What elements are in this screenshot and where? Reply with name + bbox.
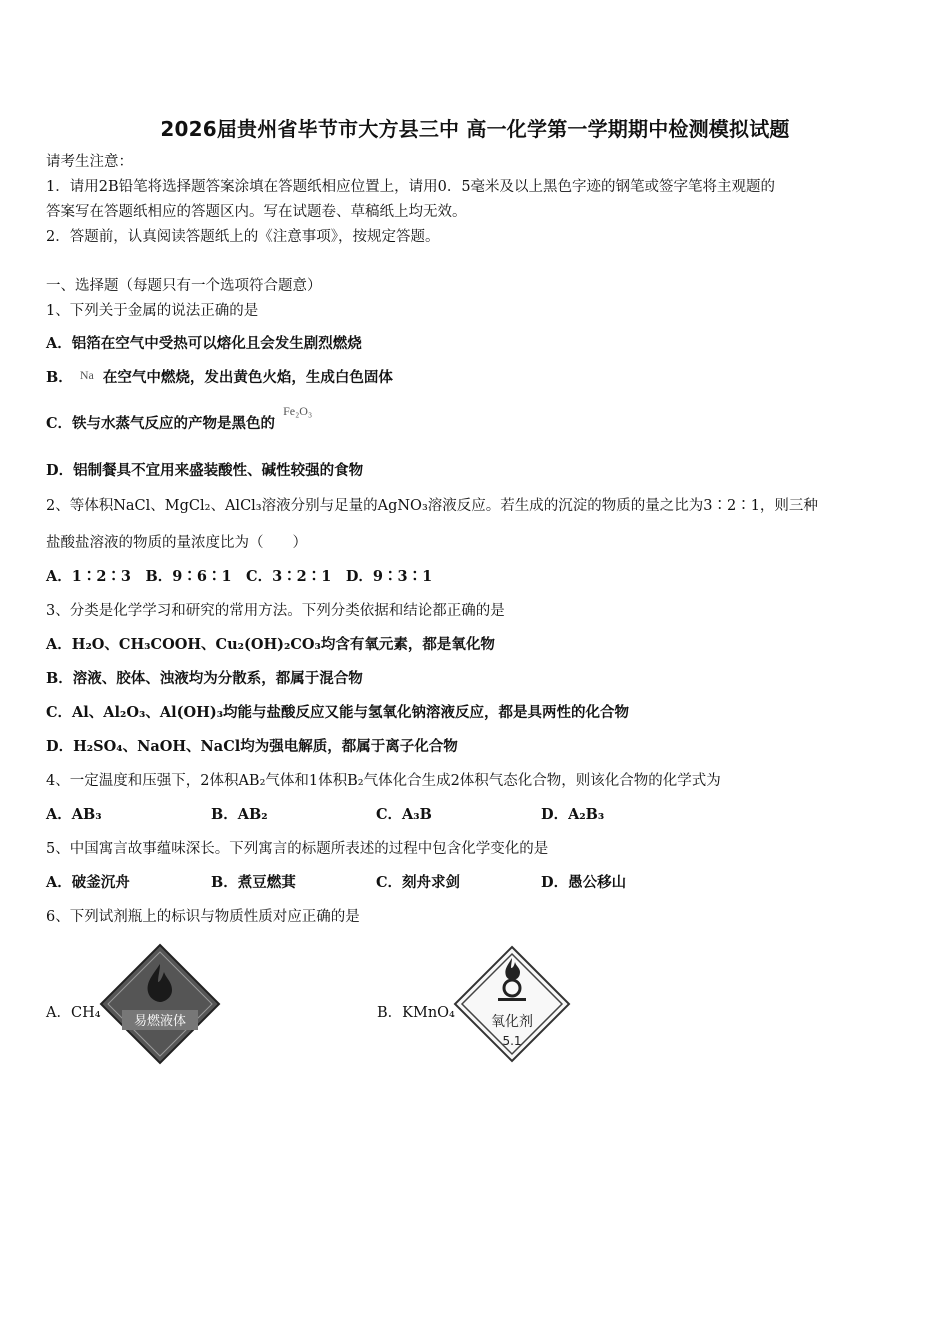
notice-line-2: 答案写在答题纸相应的答题区内。写在试题卷、草稿纸上均无效。 xyxy=(46,204,467,220)
q4-option-a: A．AB₃ xyxy=(46,806,102,823)
notice-heading: 请考生注意： xyxy=(46,154,133,170)
q3-option-c: C．Al、Al₂O₃、Al(OH)₃均能与盐酸反应又能与氢氧化钠溶液反应，都是具两性的化合物 xyxy=(46,704,630,721)
hazard-class-number: 5.1 xyxy=(502,1034,522,1048)
q3-option-b: B．溶液、胶体、浊液均为分散系，都属于混合物 xyxy=(46,670,363,687)
q6-option-a-label: A．CH₄ xyxy=(46,1005,101,1021)
q4-stem: 4、一定温度和压强下，2体积AB₂气体和1体积B₂气体化合生成2体积气态化合物，则该化合物的化学式为 xyxy=(46,773,721,789)
oxidizer-label: 氧化剂 xyxy=(491,1014,533,1030)
section-heading: 一、选择题（每题只有一个选项符合题意） xyxy=(46,278,322,294)
q6-stem: 6、下列试剂瓶上的标识与物质性质对应正确的是 xyxy=(46,909,360,925)
q5-option-c: C．刻舟求剑 xyxy=(376,874,461,891)
q5-stem: 5、中国寓言故事蕴味深长。下列寓言的标题所表述的过程中包含化学变化的是 xyxy=(46,841,549,857)
formula-image-fe2o3: Fe₂O₃ xyxy=(283,404,313,418)
q3-option-a: A．H₂O、CH₃COOH、Cu₂(OH)₂CO₃均含有氧元素，都是氧化物 xyxy=(46,636,495,653)
q5-option-b: B．煮豆燃萁 xyxy=(211,874,296,891)
q1-option-c xyxy=(46,404,313,434)
notice-line-1: 1．请用2B铅笔将选择题答案涂填在答题纸相应位置上，请用0．5毫米及以上黑色字迹的钢笔或签字笔将主观题的 xyxy=(46,179,776,195)
q4-option-d: D．A₂B₃ xyxy=(541,806,605,823)
q1-option-b xyxy=(46,368,393,388)
q4-options xyxy=(46,805,604,825)
q6-option-b-label: B．KMnO₄ xyxy=(377,1005,455,1021)
page-title: 2026届贵州省毕节市大方县三中 高一化学第一学期期中检测模拟试题 xyxy=(160,117,790,141)
q5-option-a: A．破釜沉舟 xyxy=(46,874,130,891)
q2-stem-line-2: 盐酸盐溶液的物质的量浓度比为（ ） xyxy=(46,535,307,551)
q3-stem: 3、分类是化学学习和研究的常用方法。下列分类依据和结论都正确的是 xyxy=(46,603,505,619)
flammable-liquid-label: 易燃液体 xyxy=(133,1014,187,1029)
q2-options: A．1∶2∶3 B．9∶6∶1 C．3∶2∶1 D．9∶3∶1 xyxy=(46,568,433,585)
q4-option-c: C．A₃B xyxy=(376,806,432,823)
q1-option-b-label: B． xyxy=(46,369,73,386)
q5-options xyxy=(46,873,626,893)
sign-baseline xyxy=(498,998,526,1001)
q1-option-c-text: C．铁与水蒸气反应的产物是黑色的 xyxy=(46,415,276,432)
q4-option-b: B．AB₂ xyxy=(211,806,268,823)
q5-option-d: D．愚公移山 xyxy=(541,874,627,891)
flammable-liquid-sign xyxy=(98,942,222,1066)
q1-option-a: A．铝箔在空气中受热可以熔化且会发生剧烈燃烧 xyxy=(46,335,362,352)
q3-option-d: D．H₂SO₄、NaOH、NaCl均为强电解质，都属于离子化合物 xyxy=(46,738,458,755)
q1-option-b-text: 在空气中燃烧，发出黄色火焰，生成白色固体 xyxy=(102,369,393,386)
q2-stem-line-1: 2、等体积NaCl、MgCl₂、AlCl₃溶液分别与足量的AgNO₃溶液反应。若生成的沉淀的物质的量之比为3∶2∶1，则三种 xyxy=(46,498,818,514)
q1-stem: 1、下列关于金属的说法正确的是 xyxy=(46,303,259,319)
notice-line-3: 2．答题前，认真阅读答题纸上的《注意事项》，按规定答题。 xyxy=(46,229,440,245)
sign-diamond xyxy=(101,945,219,1063)
formula-image-na: Na xyxy=(79,368,94,382)
q1-option-d: D．铝制餐具不宜用来盛装酸性、碱性较强的食物 xyxy=(46,462,364,479)
oxidizer-sign xyxy=(452,944,572,1064)
